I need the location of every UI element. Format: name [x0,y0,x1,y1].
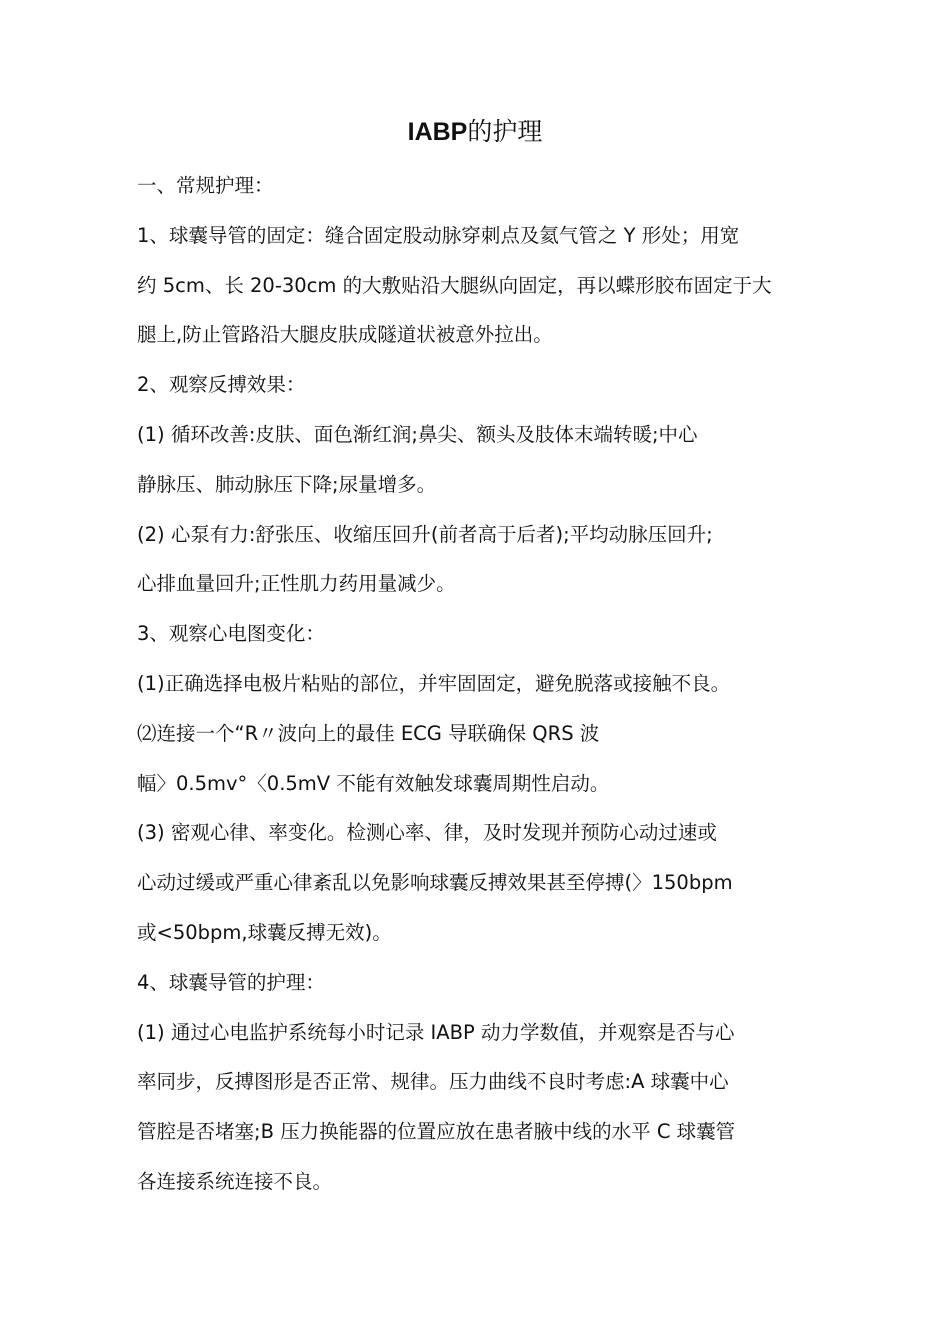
paragraph-line: (2) 心泵有力:舒张压、收缩压回升(前者高于后者);平均动脉压回升; [137,522,713,546]
paragraph-line: (3) 密观心律、率变化。检测心率、律，及时发现并预防心动过速或 [137,821,717,845]
section-heading: 4、球囊导管的护理： [137,970,325,994]
section-heading: 3、观察心电图变化： [137,622,325,646]
paragraph-line: 或<50bpm,球囊反搏无效)。 [137,920,392,944]
section-heading: 2、观察反搏效果： [137,373,306,397]
document-title [0,112,950,152]
paragraph-line: 幅〉0.5mv°〈0.5mV 不能有效触发球囊周期性启动。 [137,771,610,795]
paragraph-line: 静脉压、肺动脉压下降;尿量增多。 [137,472,437,496]
section-heading: 一、常规护理： [137,174,274,197]
title-latin: IABP [407,118,468,146]
paragraph-line: 心排血量回升;正性肌力药用量减少。 [137,572,456,596]
document-body [137,161,827,1207]
paragraph-line: (1) 循环改善:皮肤、面色渐红润;鼻尖、额头及肢体末端转暖;中心 [137,422,698,446]
paragraph-line: 1、球囊导管的固定：缝合固定股动脉穿刺点及氦气管之 Y 形处；用宽 [137,223,740,247]
paragraph-line: 腿上,防止管路沿大腿皮肤成隧道状被意外拉出。 [137,323,553,347]
paragraph-line: 心动过缓或严重心律紊乱以免影响球囊反搏效果甚至停搏(〉150bpm [137,871,733,895]
paragraph-line: 各连接系统连接不良。 [137,1169,333,1193]
paragraph-line: 约 5cm、长 20-30cm 的大敷贴沿大腿纵向固定，再以蝶形胶布固定于大 [137,273,772,297]
paragraph-line: 管腔是否堵塞;B 压力换能器的位置应放在患者腋中线的水平 C 球囊管 [137,1120,736,1144]
paragraph-line: 率同步，反搏图形是否正常、规律。压力曲线不良时考虑:A 球囊中心 [137,1070,729,1094]
paragraph-line: (1) 通过心电监护系统每小时记录 IABP 动力学数值，并观察是否与心 [137,1020,735,1044]
paragraph-line: ⑵连接一个“R〃波向上的最佳 ECG 导联确保 QRS 波 [137,721,600,745]
title-cn: 的护理 [467,117,543,146]
paragraph-line: (1)正确选择电极片粘贴的部位，并牢固固定，避免脱落或接触不良。 [137,671,731,695]
